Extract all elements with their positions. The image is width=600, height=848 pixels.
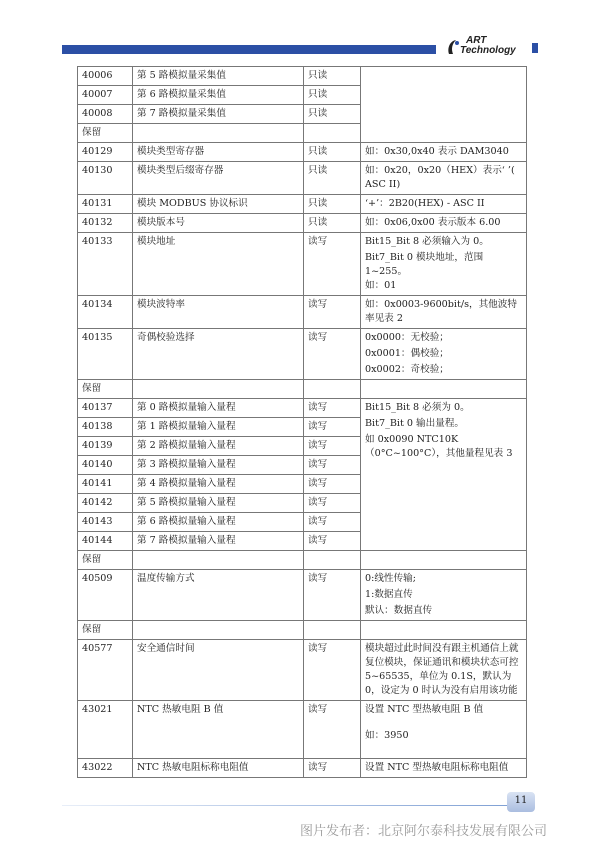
desc-line: 模块超过此时间没有跟主机通信上就复位模块，保证通讯和模块状态可控 — [365, 643, 519, 668]
access-cell — [304, 380, 361, 399]
access-cell: 读写 — [304, 475, 361, 494]
access-cell: 读写 — [304, 399, 361, 418]
desc-line: 1:数据直传 — [365, 589, 413, 600]
name-cell: 奇偶校验选择 — [133, 329, 304, 380]
name-cell: 模块类型寄存器 — [133, 143, 304, 162]
address-cell: 保留 — [78, 551, 133, 570]
access-cell: 只读 — [304, 86, 361, 105]
desc-line: 如：0x0003-9600bit/s，其他波特率见表 2 — [365, 299, 517, 324]
desc-line: 0x0002：奇校验； — [365, 364, 449, 375]
access-cell: 读写 — [304, 329, 361, 380]
name-cell: NTC 热敏电阻 B 值 — [133, 701, 304, 759]
access-cell: 只读 — [304, 214, 361, 233]
page-number: 11 — [514, 795, 528, 806]
logo-line2: Technology — [460, 45, 516, 56]
desc-line: 如：0x20，0x20（HEX）表示‘ ’( ASC II) — [365, 165, 515, 190]
address-cell: 40144 — [78, 532, 133, 551]
access-cell: 读写 — [304, 233, 361, 296]
name-cell: 第 6 路模拟量采集值 — [133, 86, 304, 105]
access-cell: 读写 — [304, 296, 361, 329]
table-row — [78, 296, 527, 329]
desc-line: Bit7_Bit 0 输出量程。 — [365, 418, 465, 429]
table-row-reserved — [78, 380, 527, 399]
name-cell: 第 5 路模拟量采集值 — [133, 67, 304, 86]
desc-line: Bit15_Bit 8 必须为 0。 — [365, 402, 470, 413]
desc-line: 0x0001：偶校验； — [365, 348, 449, 359]
address-cell: 保留 — [78, 124, 133, 143]
name-cell: 模块地址 — [133, 233, 304, 296]
description-cell — [361, 621, 527, 640]
footer-line — [62, 805, 512, 806]
table-row — [78, 640, 527, 701]
description-cell — [361, 233, 527, 296]
image-credit: 图片发布者：北京阿尔泰科技发展有限公司 — [300, 824, 548, 839]
access-cell: 只读 — [304, 143, 361, 162]
description-cell — [361, 214, 527, 233]
table-row — [78, 195, 527, 214]
description-cell — [361, 296, 527, 329]
address-cell: 40134 — [78, 296, 133, 329]
logo-line1: ART — [466, 35, 487, 46]
name-cell: 安全通信时间 — [133, 640, 304, 701]
description-cell — [361, 143, 527, 162]
access-cell: 读写 — [304, 759, 361, 778]
access-cell: 只读 — [304, 67, 361, 86]
desc-line: 0x0000：无校验； — [365, 332, 449, 343]
access-cell — [304, 124, 361, 143]
address-cell: 40140 — [78, 456, 133, 475]
address-cell: 40138 — [78, 418, 133, 437]
desc-line: 如：01 — [365, 280, 397, 291]
name-cell — [133, 380, 304, 399]
register-table — [77, 66, 527, 778]
address-cell: 40139 — [78, 437, 133, 456]
table-row — [78, 214, 527, 233]
description-cell — [361, 380, 527, 399]
table-row — [78, 399, 527, 418]
name-cell: 第 2 路模拟量输入量程 — [133, 437, 304, 456]
access-cell: 读写 — [304, 513, 361, 532]
description-cell — [361, 162, 527, 195]
name-cell: 模块 MODBUS 协议标识 — [133, 195, 304, 214]
name-cell: 第 1 路模拟量输入量程 — [133, 418, 304, 437]
name-cell: 温度传输方式 — [133, 570, 304, 621]
access-cell: 读写 — [304, 532, 361, 551]
access-cell: 读写 — [304, 640, 361, 701]
description-cell — [361, 399, 527, 551]
name-cell: 模块版本号 — [133, 214, 304, 233]
name-cell: 模块波特率 — [133, 296, 304, 329]
name-cell: 第 7 路模拟量输入量程 — [133, 532, 304, 551]
name-cell: 第 3 路模拟量输入量程 — [133, 456, 304, 475]
desc-line: 如：0x06,0x00 表示版本 6.00 — [365, 217, 501, 228]
description-cell — [361, 640, 527, 701]
description-cell — [361, 551, 527, 570]
address-cell: 40141 — [78, 475, 133, 494]
desc-line: 设置 NTC 型热敏电阻标称电阻值 — [365, 762, 509, 773]
address-cell: 保留 — [78, 380, 133, 399]
address-cell: 43022 — [78, 759, 133, 778]
address-cell: 40133 — [78, 233, 133, 296]
address-cell: 40577 — [78, 640, 133, 701]
art-technology-logo — [446, 36, 528, 60]
address-cell: 保留 — [78, 621, 133, 640]
name-cell: NTC 热敏电阻标称电阻值 — [133, 759, 304, 778]
name-cell — [133, 124, 304, 143]
name-cell: 第 5 路模拟量输入量程 — [133, 494, 304, 513]
address-cell: 40509 — [78, 570, 133, 621]
description-cell — [361, 195, 527, 214]
name-cell: 第 7 路模拟量采集值 — [133, 105, 304, 124]
address-cell: 40006 — [78, 67, 133, 86]
address-cell: 40129 — [78, 143, 133, 162]
desc-line: Bit7_Bit 0 模块地址，范围 1~255。 — [365, 252, 484, 277]
address-cell: 40131 — [78, 195, 133, 214]
address-cell: 40142 — [78, 494, 133, 513]
table-row — [78, 701, 527, 759]
desc-line: ‘+’：2B20(HEX) - ASC II — [365, 198, 485, 209]
table-row — [78, 329, 527, 380]
address-cell: 40007 — [78, 86, 133, 105]
table-row — [78, 759, 527, 778]
desc-line: 默认：数据直传 — [365, 605, 433, 616]
access-cell: 读写 — [304, 418, 361, 437]
access-cell: 读写 — [304, 701, 361, 759]
desc-line: 如：0x30,0x40 表示 DAM3040 — [365, 146, 509, 157]
name-cell: 第 4 路模拟量输入量程 — [133, 475, 304, 494]
name-cell: 模块类型后缀寄存器 — [133, 162, 304, 195]
name-cell: 第 0 路模拟量输入量程 — [133, 399, 304, 418]
access-cell: 读写 — [304, 456, 361, 475]
header-bar-end — [532, 43, 538, 53]
table-row — [78, 143, 527, 162]
address-cell: 40132 — [78, 214, 133, 233]
table-row — [78, 570, 527, 621]
table-row-reserved — [78, 621, 527, 640]
access-cell — [304, 551, 361, 570]
table-row — [78, 162, 527, 195]
desc-line: 如 0x0090 NTC10K（0°C~100°C），其他量程见表 3 — [365, 434, 513, 459]
description-cell — [361, 67, 527, 143]
description-cell — [361, 329, 527, 380]
access-cell: 读写 — [304, 494, 361, 513]
desc-line: 5~65535，单位为 0.1S，默认为 0，设定为 0 时认为没有启用该功能 — [365, 671, 518, 696]
address-cell: 40008 — [78, 105, 133, 124]
access-cell: 只读 — [304, 105, 361, 124]
name-cell — [133, 551, 304, 570]
access-cell: 只读 — [304, 195, 361, 214]
table-row — [78, 233, 527, 296]
desc-line: 如：3950 — [365, 730, 409, 741]
address-cell: 43021 — [78, 701, 133, 759]
address-cell: 40135 — [78, 329, 133, 380]
address-cell: 40143 — [78, 513, 133, 532]
description-cell — [361, 701, 527, 759]
access-cell — [304, 621, 361, 640]
desc-line: 设置 NTC 型热敏电阻 B 值 — [365, 704, 484, 715]
description-cell — [361, 759, 527, 778]
access-cell: 读写 — [304, 437, 361, 456]
name-cell — [133, 621, 304, 640]
name-cell: 第 6 路模拟量输入量程 — [133, 513, 304, 532]
desc-line: 0:线性传输; — [365, 573, 416, 584]
description-cell — [361, 570, 527, 621]
desc-line: Bit15_Bit 8 必须输入为 0。 — [365, 236, 489, 247]
address-cell: 40130 — [78, 162, 133, 195]
table-row — [78, 67, 527, 86]
access-cell: 只读 — [304, 162, 361, 195]
access-cell: 读写 — [304, 570, 361, 621]
address-cell: 40137 — [78, 399, 133, 418]
table-row-reserved — [78, 551, 527, 570]
header-bar — [62, 45, 436, 54]
